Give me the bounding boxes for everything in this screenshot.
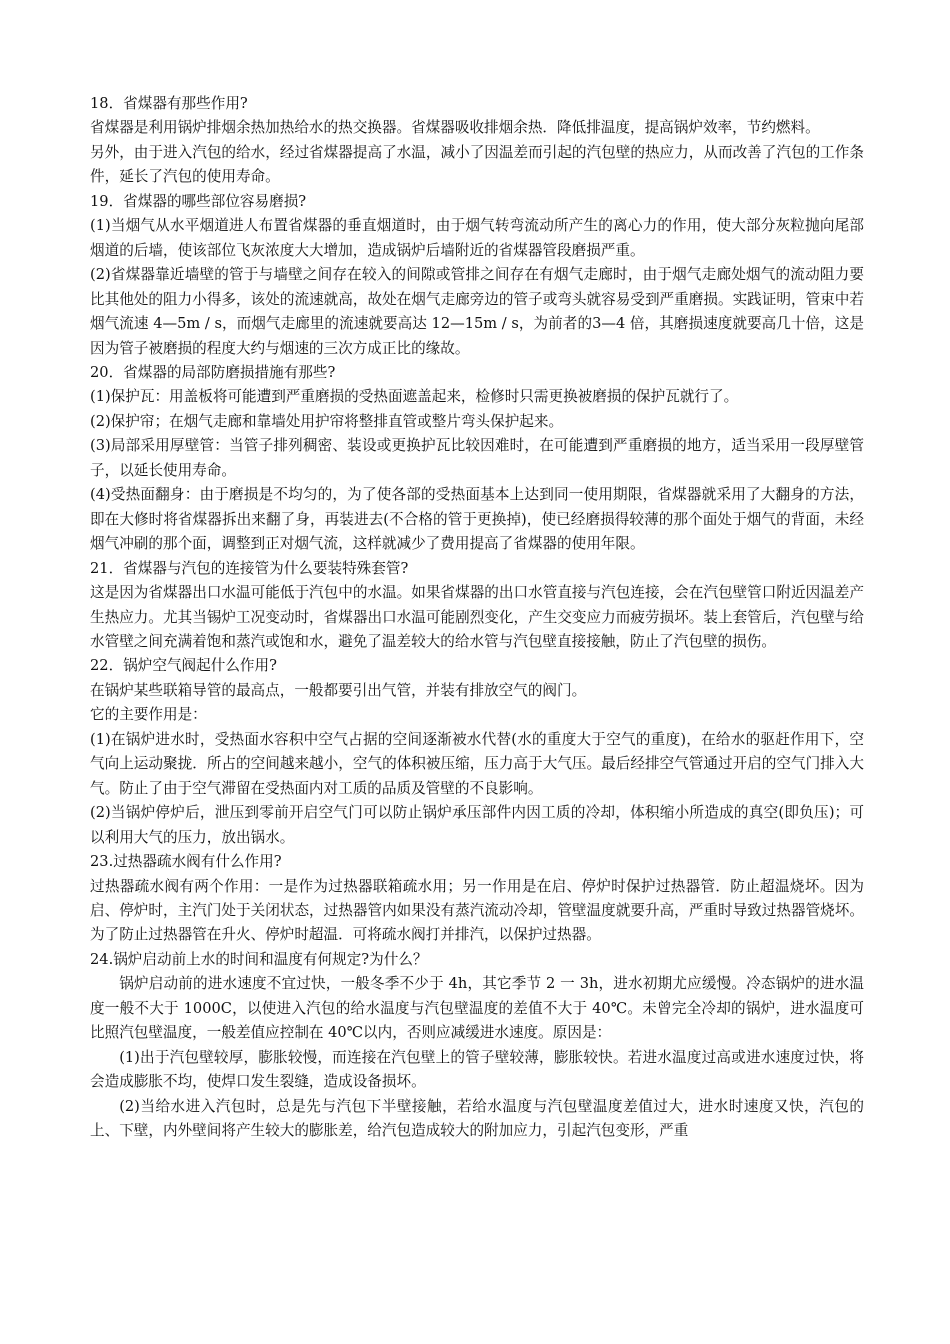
q24-point-2: (2)当给水进入汽包时，总是先与汽包下半壁接触，若给水温度与汽包壁温度差值过大，进水时速度又快，汽包的上、下壁，内外壁间将产生较大的膨胀差，给汽包造成较大的附加应力，引起汽包变形，严重 [90,1097,864,1140]
q22-point-2: (2)当锅炉停炉后，泄压到零前开启空气门可以防止锅炉承压部件内因工质的冷却，体积缩小所造成的真空(即负压)；可以利用大气的压力，放出锅水。 [90,804,864,846]
q20-point-3: (3)局部采用厚壁管：当管子排列稠密、装设或更换护瓦比较因难时，在可能遭到严重磨损的地方，适当采用一段厚壁管子，以延长使用寿命。 [90,437,864,479]
q20-point-2: (2)保护帘；在烟气走廊和靠墙处用护帘将整排直管或整片弯头保护起来。 [90,412,564,430]
q23-title: 23.过热器疏水阀有什么作用? [90,853,282,871]
q20-point-1: (1)保护瓦：用盖板将可能遭到严重磨损的受热面遮盖起来，检修时只需更换被磨损的保护瓦就行了。 [90,388,739,406]
q19-point-1: (1)当烟气从水平烟道进人布置省煤器的垂直烟道时，由于烟气转弯流动所产生的离心力的作用，使大部分灰粒抛向尾部烟道的后墙，使该部位飞灰浓度大大增加，造成锅炉后墙附近的省煤器管段磨损严重。 [90,217,864,259]
q22-title: 22．锅炉空气阀起什么作用? [90,657,277,675]
q21-title: 21．省煤器与汽包的连接管为什么要装特殊套管? [90,559,409,577]
q22-paragraph-2: 它的主要作用是： [90,706,207,724]
q20-point-4: (4)受热面翻身：由于磨损是不均匀的，为了使各部的受热面基本上达到同一使用期限，省煤器就采用了大翻身的方法，即在大修时将省煤器拆出来翻了身，再装进去(不合格的管于更换掉)，使已经磨损得较薄的那个面处于烟气的背面，未经烟气冲刷的那个面，调整到正对烟气流，这样就减少了费用提高了省煤器的使用年限。 [90,486,864,553]
q24-point-1: (1)出于汽包壁较厚，膨胀较慢，而连接在汽包壁上的管子壁较薄，膨胀较快。若进水温度过高或进水速度过快，将会造成膨胀不均，使焊口发生裂缝，造成设备损坏。 [90,1048,864,1091]
q18-paragraph-2: 另外，由于进入汽包的给水，经过省煤器提高了水温，减小了因温差而引起的汽包壁的热应力，从而改善了汽包的工作条件，延长了汽包的使用寿命。 [90,143,864,186]
q22-paragraph-1: 在锅炉某些联箱导管的最高点，一般都要引出气管，并装有排放空气的阀门。 [90,681,587,699]
q19-point-2: (2)省煤器靠近墙壁的管于与墙壁之间存在较入的间隙或管排之间存在有烟气走廊时，由于烟气走廊处烟气的流动阻力要比其他处的阻力小得多，该处的流速就高，故处在烟气走廊旁边的管子或弯头就容易受到严重磨损。实践证明，管束中若烟气流速 4—5m / s，而烟气走廊里的流速就要高达 12—15m / s，为前者的3—4 倍，其磨损速度就要高几十倍，这是因为管子被磨损的程度大约与烟速的三次方成正比的缘故。 [90,266,864,357]
q20-title: 20．省煤器的局部防磨损措施有那些? [90,363,336,381]
q19-title: 19．省煤器的哪些部位容易磨损? [90,192,307,210]
q21-paragraph: 这是因为省煤器出口水温可能低于汽包中的水温。如果省煤器的出口水管直接与汽包连接，会在汽包壁管口附近因温差产生热应力。尤其当锡炉工况变动时，省煤器出口水温可能剧烈变化，产生交变应力而疲劳损坏。装上套管后，汽包壁与给水管壁之间充满着饱和蒸汽或饱和水，避免了温差较大的给水管与汽包壁直接接触，防止了汽包壁的损伤。 [90,584,864,650]
q18-title: 18．省煤器有那些作用? [90,95,248,112]
q23-paragraph: 过热器疏水阀有两个作用：一是作为过热器联箱疏水用；另一作用是在启、停炉时保护过热器管．防止超温烧坏。因为启、停炉时，主汽门处于关闭状态，过热器管内如果没有蒸汽流动冷却，管壁温度就要升高，严重时导致过热器管烧坏。为了防止过热器管在升火、停炉时超温．可将疏水阀打并排汽，以保护过热器。 [90,877,864,944]
q24-paragraph: 锅炉启动前的进水速度不宜过快，一般冬季不少于 4h，其它季节 2 一 3h，进水初期尤应缓慢。冷态锅炉的进水温度一般不大于 1000C，以使进入汽包的给水温度与汽包壁温度的差值不大于 40℃。未曾完全冷却的锅炉，进水温度可比照汽包壁温度，一般差值应控制在 40℃以内，否则应减缓进水速度。原因是： [90,975,864,1042]
q18-paragraph-1: 省煤器是利用锅炉排烟余热加热给水的热交换器。省煤器吸收排烟余热．降低排温度，提高锅炉效率，节约燃料。 [90,119,820,137]
q24-title: 24.锅炉启动前上水的时间和温度有何规定?为什么？ [90,950,428,968]
q22-point-1: (1)在锅炉进水时，受热面水容积中空气占据的空间逐渐被水代替(水的重度大于空气的重度)，在给水的驱赶作用下，空气向上运动聚拢．所占的空间越来越小，空气的体积被压缩，压力高于大气压。最后经排空气管通过开启的空气门排入大气。防止了由于空气滞留在受热面内对工质的品质及管壁的不良影响。 [90,730,864,797]
